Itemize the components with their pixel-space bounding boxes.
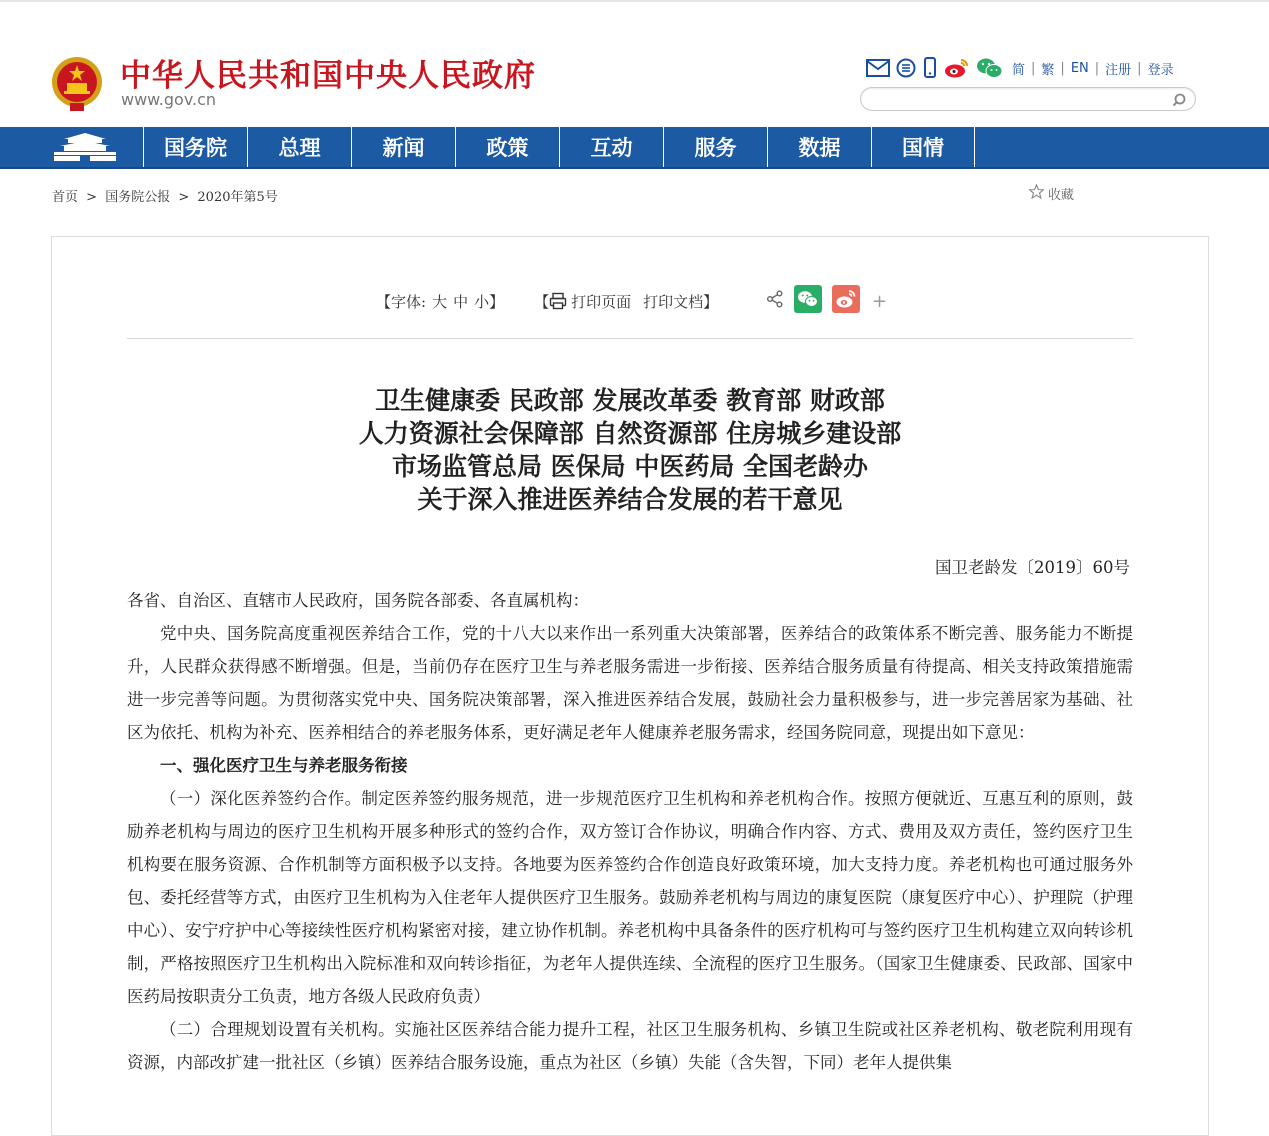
title-line: 关于深入推进医养结合发展的若干意见 <box>417 485 843 514</box>
login-link[interactable]: 登录 <box>1147 63 1174 78</box>
font-large-button[interactable]: 大 <box>432 292 448 311</box>
header-tool-icons <box>866 57 1004 79</box>
site-url[interactable]: www.gov.cn <box>121 90 217 109</box>
nav-items <box>143 127 975 167</box>
weibo-icon[interactable] <box>944 57 970 79</box>
printer-icon <box>549 292 567 310</box>
breadcrumb-home[interactable]: 首页 <box>52 190 79 205</box>
site-title[interactable]: 中华人民共和国中央人民政府 <box>120 58 536 94</box>
favorite-label: 收藏 <box>1048 188 1075 203</box>
lang-separator: | <box>1094 61 1100 76</box>
section-heading: 一、强化医疗卫生与养老服务衔接 <box>160 756 408 775</box>
lang-simplified[interactable]: 简 <box>1012 63 1026 78</box>
paragraph: （二）合理规划设置有关机构。实施社区医养结合能力提升工程，社区卫生服务机构、乡镇卫生院或社区养老机构、敬老院利用现有资源，内部改扩建一批社区（乡镇）医养结合服务设施，重点为社区（乡镇）失能（含失智，下同）老年人提供集 <box>127 1020 1133 1072</box>
rss-icon[interactable] <box>896 58 916 78</box>
breadcrumb-separator: > <box>178 190 190 205</box>
tiananmen-logo-icon[interactable] <box>50 131 120 163</box>
wechat-icon[interactable] <box>976 57 1004 79</box>
nav-item-services[interactable]: 服务 <box>663 127 767 167</box>
nav-item-interaction[interactable]: 互动 <box>559 127 663 167</box>
wechat-share-icon[interactable] <box>794 285 822 317</box>
mobile-icon[interactable] <box>922 57 938 79</box>
document-title <box>127 384 1133 516</box>
share-icon[interactable] <box>766 290 784 312</box>
star-icon <box>1029 184 1044 203</box>
lang-english[interactable]: EN <box>1070 61 1089 76</box>
font-medium-button[interactable]: 中 <box>453 292 469 311</box>
nav-item-national-info[interactable]: 国情 <box>871 127 975 167</box>
print-suffix: 】 <box>703 292 719 311</box>
search-box <box>860 87 1196 111</box>
mail-icon[interactable] <box>866 58 890 78</box>
breadcrumb-issue[interactable]: 2020年第5号 <box>197 190 278 205</box>
document-body <box>127 584 1133 1079</box>
weibo-share-icon[interactable] <box>832 285 860 317</box>
paragraph: 党中央、国务院高度重视医养结合工作，党的十八大以来作出一系列重大决策部署，医养结合的政策体系不断完善、服务能力不断提升，人民群众获得感不断增强。但是，当前仍存在医疗卫生与养老服务需进一步衔接、医养结合服务质量有待提高、相关支持政策措施需进一步完善等问题。为贯彻落实党中央、国务院决策部署，深入推进医养结合发展，鼓励社会力量积极参与，进一步完善居家为基础、社区为依托、机构为补充、医养相结合的养老服务体系，更好满足老年人健康养老服务需求，经国务院同意，现提出如下意见： <box>127 624 1133 742</box>
breadcrumb-gazette[interactable]: 国务院公报 <box>105 190 171 205</box>
register-link[interactable]: 注册 <box>1105 63 1132 78</box>
font-size-prefix: 【字体: <box>376 292 427 311</box>
national-emblem-icon <box>50 55 104 113</box>
document-number: 国卫老龄发〔2019〕60号 <box>935 558 1130 577</box>
plus-icon[interactable]: + <box>872 290 888 312</box>
font-small-button[interactable]: 小 <box>474 292 490 311</box>
title-line: 市场监管总局 医保局 中医药局 全国老龄办 <box>391 452 869 481</box>
nav-item-news[interactable]: 新闻 <box>351 127 455 167</box>
nav-item-data[interactable]: 数据 <box>767 127 871 167</box>
breadcrumb <box>52 186 278 205</box>
title-line: 卫生健康委 民政部 发展改革委 教育部 财政部 <box>375 386 885 415</box>
print-prefix: 【 <box>534 292 550 311</box>
language-links <box>1012 59 1174 78</box>
font-size-suffix: 】 <box>489 292 505 311</box>
print-page-button[interactable]: 打印页面 <box>571 292 632 311</box>
toolbar-divider <box>127 338 1133 339</box>
favorite-button[interactable] <box>1029 184 1074 203</box>
nav-item-state-council[interactable]: 国务院 <box>143 127 247 167</box>
lang-traditional[interactable]: 繁 <box>1041 63 1055 78</box>
nav-item-premier[interactable]: 总理 <box>247 127 351 167</box>
lang-separator: | <box>1031 61 1036 76</box>
main-navbar <box>0 127 1269 169</box>
print-document-button[interactable]: 打印文档 <box>643 292 704 311</box>
share-bar <box>766 285 887 317</box>
title-line: 人力资源社会保障部 自然资源部 住房城乡建设部 <box>358 419 902 448</box>
breadcrumb-separator: > <box>86 190 98 205</box>
paragraph: （一）深化医养签约合作。制定医养签约服务规范，进一步规范医疗卫生机构和养老机构合作。按照方便就近、互惠互利的原则，鼓励养老机构与周边的医疗卫生机构开展多种形式的签约合作，双方签订合作协议，明确合作内容、方式、费用及双方责任，签约医疗卫生机构要在服务资源、合作机制等方面积极予以支持。各地要为医养签约合作创造良好政策环境，加大支持力度。养老机构也可通过服务外包、委托经营等方式，由医疗卫生机构为入住老年人提供医疗卫生服务。鼓励养老机构与周边的康复医院（康复医疗中心）、护理院（护理中心）、安宁疗护中心等接续性医疗机构紧密对接，建立协作机制。养老机构中具备条件的医疗机构可与签约医疗卫生机构建立双向转诊机制，严格按照医疗卫生机构出入院标准和双向转诊指征，为老年人提供连续、全流程的医疗卫生服务。（国家卫生健康委、民政部、国家中医药局按职责分工负责，地方各级人民政府负责） <box>127 789 1133 1006</box>
search-icon[interactable] <box>1171 92 1187 112</box>
salutation: 各省、自治区、直辖市人民政府，国务院各部委、各直属机构： <box>127 591 589 610</box>
lang-separator: | <box>1060 61 1065 76</box>
top-border <box>0 0 1269 2</box>
nav-item-policy[interactable]: 政策 <box>455 127 559 167</box>
lang-separator: | <box>1137 61 1142 76</box>
search-input[interactable] <box>871 90 1165 110</box>
article-toolbar <box>376 286 718 316</box>
